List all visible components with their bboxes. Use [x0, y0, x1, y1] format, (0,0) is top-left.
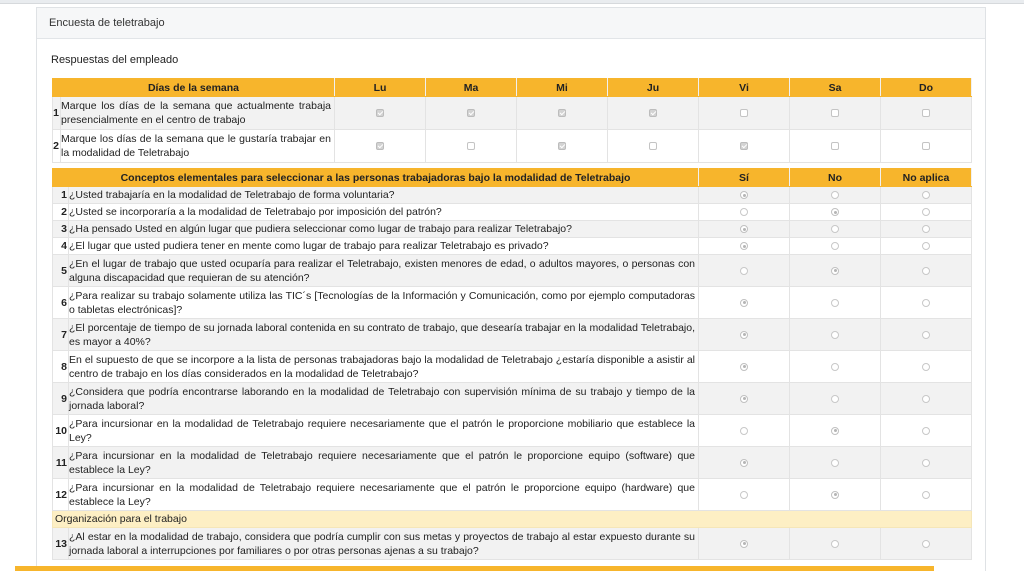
answer-cell — [881, 415, 972, 447]
answer-cell — [790, 479, 881, 511]
answer-cell — [699, 204, 790, 221]
day-header: Ju — [608, 79, 699, 97]
day-cell — [790, 97, 881, 130]
concept-question-row — [53, 204, 972, 221]
answer-radio[interactable] — [740, 267, 748, 275]
question-text: Marque los días de la semana que actualmente trabaja presencialmente en el centro de trabajo — [61, 97, 335, 130]
question-number: 13 — [53, 528, 69, 560]
question-number: 1 — [53, 187, 69, 204]
concepts-header-label: Conceptos elementales para seleccionar a las personas trabajadoras bajo la modalidad de Teletrabajo — [53, 169, 699, 187]
day-cell — [517, 130, 608, 163]
section-row — [53, 511, 972, 528]
question-text: ¿El porcentaje de tiempo de su jornada laboral contenida en su contrato de trabajo, que desearía trabajar en la modalidad Teletrabajo, es mayor a 40%? — [69, 319, 699, 351]
question-number: 3 — [53, 221, 69, 238]
day-header: Mi — [517, 79, 608, 97]
answer-radio[interactable] — [740, 540, 748, 548]
answer-cell — [790, 528, 881, 560]
option-header: Sí — [699, 169, 790, 187]
question-text: ¿Usted trabajaría en la modalidad de Teletrabajo de forma voluntaria? — [69, 187, 699, 204]
answer-cell — [881, 319, 972, 351]
answer-cell — [790, 447, 881, 479]
day-cell — [790, 130, 881, 163]
concept-question-row — [53, 528, 972, 560]
day-checkbox[interactable] — [740, 142, 748, 150]
answer-cell — [881, 238, 972, 255]
answer-radio[interactable] — [831, 427, 839, 435]
answer-cell — [699, 383, 790, 415]
answer-cell — [699, 415, 790, 447]
answer-radio[interactable] — [831, 208, 839, 216]
day-question-row — [53, 97, 972, 130]
answer-radio[interactable] — [922, 363, 930, 371]
answer-cell — [790, 255, 881, 287]
concept-question-row — [53, 479, 972, 511]
answer-radio[interactable] — [831, 331, 839, 339]
question-text: ¿Para realizar su trabajo solamente utiliza las TIC´s [Tecnologías de la Información y Comunicación, como por ejemplo computadoras o tabletas electrónicas]? — [69, 287, 699, 319]
question-text: ¿Para incursionar en la modalidad de Teletrabajo requiere necesariamente que el patrón le proporcione equipo (software) que establece la Ley? — [69, 447, 699, 479]
answer-cell — [699, 319, 790, 351]
day-checkbox[interactable] — [740, 109, 748, 117]
answer-radio[interactable] — [831, 191, 839, 199]
day-checkbox[interactable] — [376, 142, 384, 150]
day-header: Vi — [699, 79, 790, 97]
answer-radio[interactable] — [740, 208, 748, 216]
question-number: 6 — [53, 287, 69, 319]
day-cell — [608, 130, 699, 163]
concept-question-row — [53, 383, 972, 415]
question-number: 11 — [53, 447, 69, 479]
answer-cell — [699, 479, 790, 511]
answer-cell — [881, 479, 972, 511]
answer-radio[interactable] — [831, 363, 839, 371]
answer-radio[interactable] — [922, 267, 930, 275]
answer-cell — [699, 187, 790, 204]
answer-radio[interactable] — [740, 491, 748, 499]
answer-cell — [881, 255, 972, 287]
answer-cell — [881, 447, 972, 479]
day-cell — [699, 97, 790, 130]
answer-radio[interactable] — [831, 540, 839, 548]
day-checkbox[interactable] — [831, 142, 839, 150]
answer-cell — [881, 287, 972, 319]
question-text: ¿Considera que podría encontrarse laborando en la modalidad de Teletrabajo con supervisión mínima de su trabajo y tiempo de la jornada laboral? — [69, 383, 699, 415]
answer-cell — [790, 238, 881, 255]
day-checkbox[interactable] — [922, 109, 930, 117]
day-cell — [335, 130, 426, 163]
day-cell — [426, 130, 517, 163]
day-header: Do — [881, 79, 972, 97]
question-number: 9 — [53, 383, 69, 415]
survey-card — [36, 7, 986, 571]
answer-cell — [790, 204, 881, 221]
concept-question-row — [53, 238, 972, 255]
day-cell — [881, 97, 972, 130]
answer-cell — [881, 204, 972, 221]
day-checkbox[interactable] — [922, 142, 930, 150]
answer-cell — [881, 528, 972, 560]
days-header-label: Días de la semana — [53, 79, 335, 97]
day-checkbox[interactable] — [831, 109, 839, 117]
answer-radio[interactable] — [740, 395, 748, 403]
answer-radio[interactable] — [922, 242, 930, 250]
answer-cell — [881, 383, 972, 415]
day-cell — [699, 130, 790, 163]
concept-question-row — [53, 415, 972, 447]
answer-cell — [790, 383, 881, 415]
day-cell — [881, 130, 972, 163]
question-text: En el supuesto de que se incorpore a la lista de personas trabajadoras bajo la modalidad de Teletrabajo ¿estaría disponible a asistir al centro de trabajo en los días considerados en la modalidad de Teletrabajo? — [69, 351, 699, 383]
next-section-header — [15, 566, 934, 571]
day-cell — [335, 97, 426, 130]
answer-radio[interactable] — [831, 299, 839, 307]
question-text: ¿Ha pensado Usted en algún lugar que pudiera seleccionar como lugar de trabajo para realizar Teletrabajo? — [69, 221, 699, 238]
answer-cell — [881, 351, 972, 383]
answer-radio[interactable] — [922, 540, 930, 548]
question-text: ¿Usted se incorporaría a la modalidad de Teletrabajo por imposición del patrón? — [69, 204, 699, 221]
question-text: Marque los días de la semana que le gustaría trabajar en la modalidad de Teletrabajo — [61, 130, 335, 163]
answer-radio[interactable] — [740, 242, 748, 250]
question-number: 10 — [53, 415, 69, 447]
answer-radio[interactable] — [922, 427, 930, 435]
day-question-row — [53, 130, 972, 163]
answer-cell — [699, 351, 790, 383]
day-checkbox[interactable] — [376, 109, 384, 117]
day-checkbox[interactable] — [558, 109, 566, 117]
answer-cell — [699, 287, 790, 319]
question-number: 1 — [53, 97, 61, 130]
question-text: ¿Al estar en la modalidad de trabajo, considera que podría cumplir con sus metas y proyectos de trabajo al estar expuesto durante su jornada laboral a interrupciones por familiares o por otras personas ajenas a su trabajo? — [69, 528, 699, 560]
answer-radio[interactable] — [922, 208, 930, 216]
top-bar — [0, 0, 1024, 4]
day-cell — [426, 97, 517, 130]
question-number: 2 — [53, 130, 61, 163]
days-header-row — [53, 79, 972, 97]
question-number: 7 — [53, 319, 69, 351]
day-checkbox[interactable] — [467, 142, 475, 150]
day-cell — [608, 97, 699, 130]
concepts-header-row — [53, 169, 972, 187]
question-number: 5 — [53, 255, 69, 287]
answer-radio[interactable] — [740, 331, 748, 339]
answer-cell — [790, 221, 881, 238]
answer-radio[interactable] — [740, 299, 748, 307]
day-checkbox[interactable] — [649, 142, 657, 150]
concept-question-row — [53, 187, 972, 204]
question-text: ¿En el lugar de trabajo que usted ocuparía para realizar el Teletrabajo, existen menores de edad, o adultos mayores, o personas con alguna discapacidad que requieran de su atención? — [69, 255, 699, 287]
section-subtitle: Respuestas del empleado — [51, 54, 179, 66]
question-number: 12 — [53, 479, 69, 511]
card-title: Encuesta de teletrabajo — [37, 8, 985, 39]
answer-cell — [790, 187, 881, 204]
day-checkbox[interactable] — [558, 142, 566, 150]
answer-cell — [699, 447, 790, 479]
answer-radio[interactable] — [922, 459, 930, 467]
question-number: 8 — [53, 351, 69, 383]
day-header: Ma — [426, 79, 517, 97]
answer-cell — [790, 415, 881, 447]
answer-radio[interactable] — [740, 363, 748, 371]
concept-question-row — [53, 319, 972, 351]
day-header: Lu — [335, 79, 426, 97]
answer-radio[interactable] — [922, 225, 930, 233]
answer-radio[interactable] — [831, 267, 839, 275]
answer-cell — [699, 255, 790, 287]
answer-cell — [790, 319, 881, 351]
question-number: 2 — [53, 204, 69, 221]
concept-question-row — [53, 447, 972, 479]
answer-cell — [881, 187, 972, 204]
concepts-table — [52, 168, 972, 560]
day-checkbox[interactable] — [649, 109, 657, 117]
answer-radio[interactable] — [740, 191, 748, 199]
answer-radio[interactable] — [740, 225, 748, 233]
day-checkbox[interactable] — [467, 109, 475, 117]
answer-radio[interactable] — [922, 331, 930, 339]
answer-radio[interactable] — [831, 395, 839, 403]
answer-radio[interactable] — [740, 459, 748, 467]
answer-radio[interactable] — [922, 491, 930, 499]
concept-question-row — [53, 255, 972, 287]
answer-radio[interactable] — [831, 242, 839, 250]
days-table — [52, 78, 972, 163]
section-title: Organización para el trabajo — [53, 511, 972, 528]
day-header: Sa — [790, 79, 881, 97]
answer-radio[interactable] — [922, 191, 930, 199]
answer-cell — [790, 351, 881, 383]
answer-radio[interactable] — [922, 395, 930, 403]
question-text: ¿Para incursionar en la modalidad de Teletrabajo requiere necesariamente que el patrón le proporcione mobiliario que establece la Ley? — [69, 415, 699, 447]
answer-cell — [699, 528, 790, 560]
option-header: No — [790, 169, 881, 187]
answer-cell — [699, 238, 790, 255]
answer-radio[interactable] — [831, 225, 839, 233]
answer-radio[interactable] — [740, 427, 748, 435]
concept-question-row — [53, 351, 972, 383]
day-cell — [517, 97, 608, 130]
answer-radio[interactable] — [831, 459, 839, 467]
answer-cell — [790, 287, 881, 319]
question-text: ¿Para incursionar en la modalidad de Teletrabajo requiere necesariamente que el patrón le proporcione equipo (hardware) que establece la Ley? — [69, 479, 699, 511]
question-text: ¿El lugar que usted pudiera tener en mente como lugar de trabajo para realizar Teletrabajo es privado? — [69, 238, 699, 255]
answer-cell — [881, 221, 972, 238]
answer-radio[interactable] — [922, 299, 930, 307]
concept-question-row — [53, 287, 972, 319]
concept-question-row — [53, 221, 972, 238]
option-header: No aplica — [881, 169, 972, 187]
answer-radio[interactable] — [831, 491, 839, 499]
answer-cell — [699, 221, 790, 238]
question-number: 4 — [53, 238, 69, 255]
